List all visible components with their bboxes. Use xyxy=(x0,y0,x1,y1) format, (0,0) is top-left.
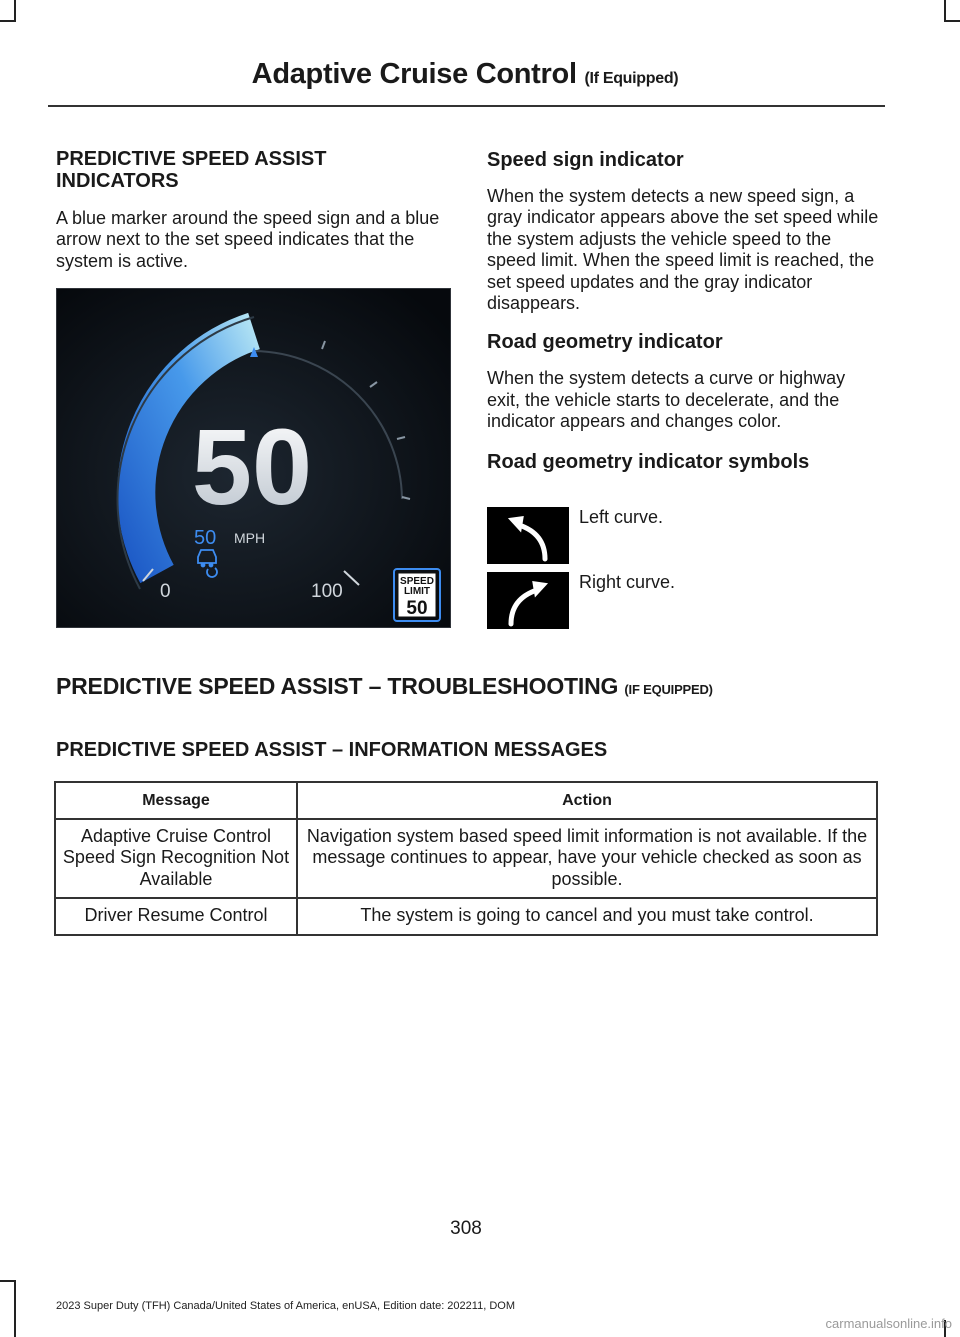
road-geometry-heading: Road geometry indicator xyxy=(487,331,723,354)
crop-mark xyxy=(944,0,946,22)
page-number: 308 xyxy=(450,1218,482,1239)
crop-mark xyxy=(944,20,960,22)
cluster-graphic xyxy=(57,289,450,627)
header-title: Adaptive Cruise Control xyxy=(251,58,577,90)
right-curve-label: Right curve. xyxy=(579,572,676,592)
symbol-row-left-curve xyxy=(487,507,887,567)
sign-line2: LIMIT xyxy=(403,586,431,597)
left-curve-icon xyxy=(487,507,569,564)
action-cell: Navigation system based speed limit information is not available. If the message continues to appear, have your vehicle checked as soon as possible. xyxy=(297,819,877,898)
table-header-row xyxy=(55,782,877,819)
column-header-action: Action xyxy=(297,782,877,819)
troubleshooting-heading xyxy=(56,673,713,700)
header-subtitle: (If Equipped) xyxy=(584,70,679,87)
column-header-message: Message xyxy=(55,782,297,819)
left-column xyxy=(56,148,446,272)
scale-min-label: 0 xyxy=(160,581,171,602)
message-cell: Adaptive Cruise Control Speed Sign Recognition Not Available xyxy=(55,819,297,898)
road-geometry-paragraph: When the system detects a curve or highway exit, the vehicle starts to decelerate, and the indicator appears and changes color. xyxy=(487,368,846,432)
edition-footer: 2023 Super Duty (TFH) Canada/United States of America, enUSA, Edition date: 202211, DOM xyxy=(56,1300,515,1312)
sign-value: 50 xyxy=(406,598,428,619)
crop-mark xyxy=(0,20,16,22)
instrument-cluster-image xyxy=(56,288,451,628)
table-row xyxy=(55,898,877,934)
right-column xyxy=(487,148,882,474)
speed-sign-paragraph: When the system detects a new speed sign, a gray indicator appears above the set speed while the system adjusts the vehicle speed to the speed limit. When the speed limit is reached, the set speed updates and the gray indicator disappears. xyxy=(487,186,879,314)
left-curve-label: Left curve. xyxy=(579,507,664,527)
sign-line1: SPEED xyxy=(400,576,434,587)
action-cell: The system is going to cancel and you must take control. xyxy=(297,898,877,934)
right-curve-icon xyxy=(487,572,569,629)
troubleshooting-equipped: (IF EQUIPPED) xyxy=(624,682,713,697)
indicators-paragraph: A blue marker around the speed sign and a blue arrow next to the set speed indicates that the system is active. xyxy=(56,208,440,271)
scale-max-label: 100 xyxy=(311,581,343,602)
crop-mark xyxy=(14,1280,16,1337)
crop-mark xyxy=(14,0,16,22)
symbol-row-right-curve xyxy=(487,572,887,632)
symbols-heading: Road geometry indicator symbols xyxy=(487,450,810,473)
message-cell: Driver Resume Control xyxy=(55,898,297,934)
crop-mark xyxy=(0,1280,16,1282)
info-messages-table xyxy=(54,781,878,936)
speed-limit-sign-icon xyxy=(394,569,440,621)
header-divider xyxy=(48,105,885,107)
section-heading-indicators: PREDICTIVE SPEED ASSIST INDICATORS xyxy=(56,148,327,192)
troubleshooting-title: PREDICTIVE SPEED ASSIST – TROUBLESHOOTING xyxy=(56,673,619,699)
set-speed: 50 xyxy=(194,527,217,549)
table-row xyxy=(55,819,877,898)
current-speed: 50 xyxy=(191,406,313,527)
speed-unit: MPH xyxy=(234,530,266,546)
speed-sign-heading: Speed sign indicator xyxy=(487,149,684,171)
info-messages-heading: PREDICTIVE SPEED ASSIST – INFORMATION MESSAGES xyxy=(56,739,608,761)
watermark: carmanualsonline.info xyxy=(825,1316,952,1331)
page-header xyxy=(0,58,930,91)
